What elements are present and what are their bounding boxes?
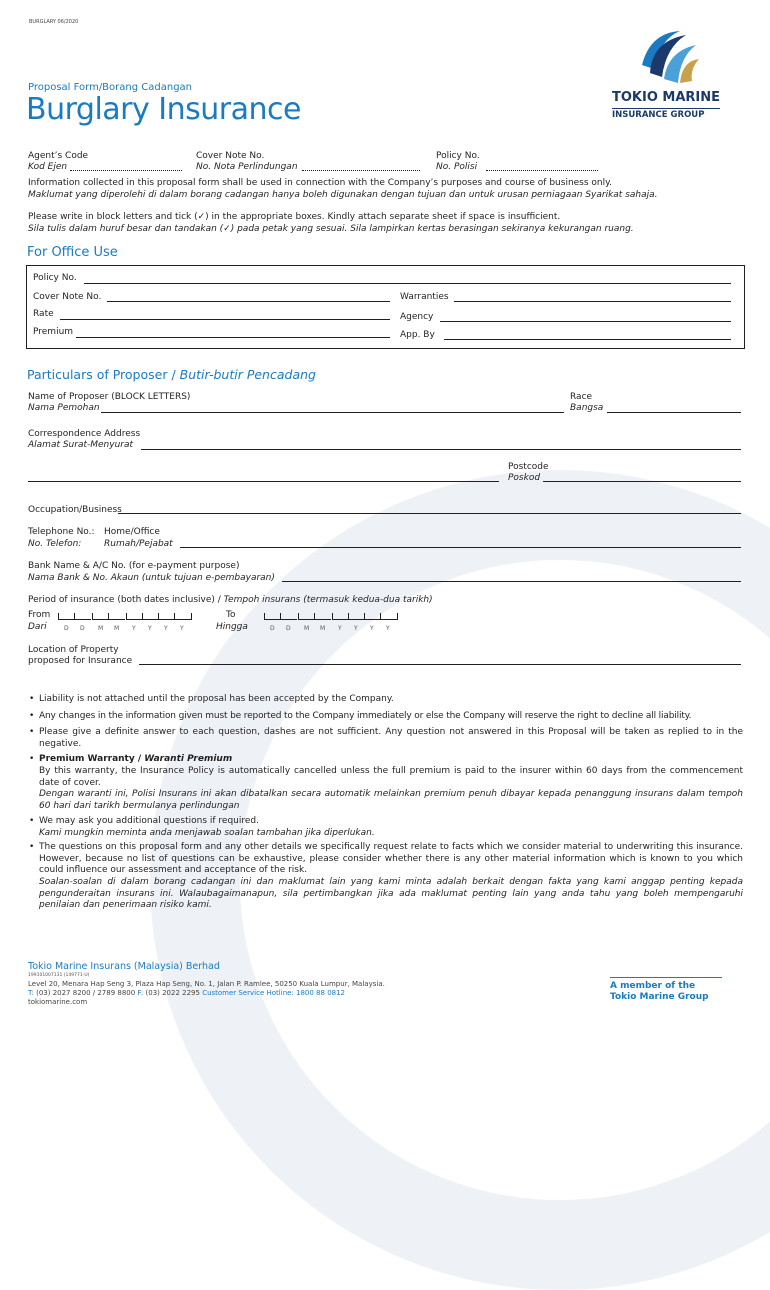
home-office-label-my: Rumah/Pejabat xyxy=(104,539,173,549)
office-premium-field[interactable] xyxy=(76,337,390,338)
note-premium-warranty-title xyxy=(39,754,743,766)
cover-note-label: Cover Note No. xyxy=(196,151,265,161)
office-policy-field[interactable] xyxy=(84,283,731,284)
brand-name: TOKIO MARINE xyxy=(612,90,721,105)
proposer-heading-my: Butir-butir Pencadang xyxy=(179,367,316,382)
office-rate-field[interactable] xyxy=(60,319,390,320)
from-date-y4: Y xyxy=(180,625,184,632)
cover-note-field[interactable] xyxy=(302,170,420,171)
name-field[interactable] xyxy=(101,412,564,413)
page-title: Burglary Insurance xyxy=(26,92,301,127)
postcode-label-my: Poskod xyxy=(508,473,541,483)
office-agency-field[interactable] xyxy=(440,321,731,322)
telephone-label: Telephone No.: xyxy=(28,527,95,537)
note-additional-questions-my: Kami mungkin meminta anda menjawab soalan tambahan jika diperlukan. xyxy=(39,828,375,838)
address-label: Correspondence Address xyxy=(28,429,141,439)
office-warranties-field[interactable] xyxy=(454,301,731,302)
name-label: Name of Proposer (BLOCK LETTERS) xyxy=(28,392,191,402)
office-rate-label: Rate xyxy=(33,309,54,319)
period-label-en: Period of insurance (both dates inclusive) / xyxy=(28,595,224,605)
footer-fax-label: F: xyxy=(137,989,144,997)
postcode-field[interactable] xyxy=(543,481,741,482)
bullet-6: • xyxy=(29,842,35,852)
policy-no-label: Policy No. xyxy=(436,151,480,161)
footer-registration: 199101007131 (149771-U) xyxy=(28,973,90,978)
bullet-2: • xyxy=(29,711,35,721)
office-appby-field[interactable] xyxy=(444,339,731,340)
bank-field[interactable] xyxy=(282,581,741,582)
home-office-label: Home/Office xyxy=(104,527,160,537)
location-label-2: proposed for Insurance xyxy=(28,656,133,666)
brand-group: INSURANCE GROUP xyxy=(612,108,720,120)
to-date-y4: Y xyxy=(386,625,390,632)
footer-contacts xyxy=(28,989,345,997)
from-date-m1: M xyxy=(98,625,104,632)
to-date-field[interactable] xyxy=(264,613,400,633)
address-label-my: Alamat Surat-Menyurat xyxy=(28,440,134,450)
agent-code-label-my: Kod Ejen xyxy=(28,162,68,172)
to-date-y2: Y xyxy=(354,625,358,632)
agent-code-field[interactable] xyxy=(70,170,182,171)
to-label: To xyxy=(226,610,236,620)
office-warranties-label: Warranties xyxy=(400,292,449,302)
member-divider xyxy=(610,977,722,978)
note-definite-answer: Please give a definite answer to each question, dashes are not sufficient. Any question not answered in this Proposal will be taken as replied to in the negative. xyxy=(39,727,743,749)
proposer-heading-en: Particulars of Proposer / xyxy=(27,367,180,382)
from-date-y3: Y xyxy=(164,625,168,632)
location-field[interactable] xyxy=(139,664,741,665)
to-date-m1: M xyxy=(304,625,310,632)
bullet-4: • xyxy=(29,754,35,764)
to-date-y1: Y xyxy=(338,625,342,632)
footer-address: Level 20, Menara Hap Seng 3, Plaza Hap Seng, No. 1, Jalan P. Ramlee, 50250 Kuala Lumpur, Malaysia. xyxy=(28,980,385,988)
from-date-y1: Y xyxy=(132,625,136,632)
address-field-2[interactable] xyxy=(28,481,499,482)
bullet-1: • xyxy=(29,694,35,704)
member-line-1: A member of the xyxy=(610,981,696,991)
write-instructions-my: Sila tulis dalam huruf besar dan tandakan (✓) pada petak yang sesuai. Sila lampirkan kertas berasingan sekiranya kekurangan ruang. xyxy=(28,224,634,234)
address-field-1[interactable] xyxy=(141,449,741,450)
note-material-facts-my: Soalan-soalan di dalam borang cadangan ini dan maklumat lain yang kami minta adalah berkait dengan fakta yang kami anggap penting kepada pengunderaitan insurans ini. Walaubagaimanapun, sila pertimbangkan jika ada maklumat penting lain yang anda tahu yang boleh mempengaruhi penilaian dan penerimaan risiko kami. xyxy=(39,877,743,910)
note-additional-questions: We may ask you additional questions if required. xyxy=(39,816,260,826)
office-use-heading: For Office Use xyxy=(27,245,118,260)
footer-tel-label: T: xyxy=(28,989,34,997)
office-cover-field[interactable] xyxy=(107,301,390,302)
period-label-my: Tempoh insurans (termasuk kedua-dua tarikh) xyxy=(223,595,433,605)
tokio-marine-emblem-icon xyxy=(630,25,708,89)
policy-no-label-my: No. Polisi xyxy=(436,162,478,172)
note-liability: Liability is not attached until the proposal has been accepted by the Company. xyxy=(39,694,394,704)
policy-no-field[interactable] xyxy=(486,170,598,171)
to-date-d1: D xyxy=(270,625,275,632)
info-notice: Information collected in this proposal form shall be used in connection with the Company’s purposes and course of business only. xyxy=(28,178,613,188)
write-instructions: Please write in block letters and tick (✓) in the appropriate boxes. Kindly attach separate sheet if space is insufficient. xyxy=(28,212,561,222)
telephone-label-my: No. Telefon: xyxy=(28,539,82,549)
office-appby-label: App. By xyxy=(400,330,435,340)
office-agency-label: Agency xyxy=(400,312,434,322)
office-cover-label: Cover Note No. xyxy=(33,292,102,302)
member-line-2: Tokio Marine Group xyxy=(610,992,709,1002)
note-material-facts: The questions on this proposal form and any other details we specifically request relate to facts which we consider material to underwriting this insurance. However, because no list of questions can be exhaustive, please consider whether there is any other material information which is known to you which could influence our assessment and acceptance of the risk. xyxy=(39,842,743,875)
bank-label-my: Nama Bank & No. Akaun (untuk tujuan e-pembayaran) xyxy=(28,573,275,583)
telephone-field[interactable] xyxy=(180,547,741,548)
occupation-label: Occupation/Business xyxy=(28,505,122,515)
bullet-3: • xyxy=(29,727,35,737)
name-label-my: Nama Pemohan xyxy=(28,403,100,413)
race-field[interactable] xyxy=(607,412,741,413)
footer-tel: (03) 2027 8200 / 2789 8800 xyxy=(33,989,138,997)
tokio-marine-logo xyxy=(630,25,708,89)
occupation-field[interactable] xyxy=(118,513,741,514)
to-date-y3: Y xyxy=(370,625,374,632)
office-premium-label: Premium xyxy=(33,327,74,337)
to-label-my: Hingga xyxy=(216,622,248,632)
from-date-m2: M xyxy=(114,625,120,632)
from-label: From xyxy=(28,610,51,620)
note-premium-warranty: By this warranty, the Insurance Policy is automatically cancelled unless the full premium is paid to the insurer within 60 days from the commencement date of cover. xyxy=(39,766,743,788)
to-date-d2: D xyxy=(286,625,291,632)
info-notice-my: Maklumat yang diperolehi di dalam borang cadangan hanya boleh digunakan dengan tujuan dan untuk urusan perniagaan Syarikat sahaja. xyxy=(28,190,658,200)
from-date-d2: D xyxy=(80,625,85,632)
from-date-d1: D xyxy=(64,625,69,632)
premium-warranty-title-en: Premium Warranty / xyxy=(39,754,145,764)
race-label-my: Bangsa xyxy=(570,403,604,413)
footer-fax: (03) 2022 2295 xyxy=(143,989,203,997)
note-premium-warranty-my: Dengan waranti ini, Polisi Insurans ini akan dibatalkan secara automatik melainkan premium penuh dibayar kepada penanggung insurans dalam tempoh 60 hari dari tarikh bermulanya perlindungan xyxy=(39,789,743,811)
cover-note-label-my: No. Nota Perlindungan xyxy=(196,162,298,172)
form-subtitle: Proposal Form/Borang Cadangan xyxy=(28,82,193,93)
bank-label: Bank Name & A/C No. (for e-payment purpose) xyxy=(28,561,240,571)
footer-hotline: Customer Service Hotline: 1800 88 0812 xyxy=(202,989,346,997)
footer-company: Tokio Marine Insurans (Malaysia) Berhad xyxy=(28,961,220,972)
period-label xyxy=(28,595,433,606)
race-label: Race xyxy=(570,392,593,402)
from-date-field[interactable] xyxy=(58,613,194,633)
to-date-m2: M xyxy=(320,625,326,632)
office-policy-label: Policy No. xyxy=(33,273,77,283)
bullet-5: • xyxy=(29,816,35,826)
premium-warranty-title-my: Waranti Premium xyxy=(144,754,233,764)
form-code: BURGLARY 06/2020 xyxy=(29,19,79,25)
footer-website[interactable]: tokiomarine.com xyxy=(28,998,88,1006)
proposer-heading xyxy=(27,367,316,382)
from-date-y2: Y xyxy=(148,625,152,632)
location-label-1: Location of Property xyxy=(28,645,119,655)
postcode-label: Postcode xyxy=(508,462,549,472)
agent-code-label: Agent’s Code xyxy=(28,151,89,161)
from-label-my: Dari xyxy=(28,622,47,632)
note-changes: Any changes in the information given must be reported to the Company immediately or else the Company will reserve the right to decline all liability. xyxy=(39,711,692,721)
